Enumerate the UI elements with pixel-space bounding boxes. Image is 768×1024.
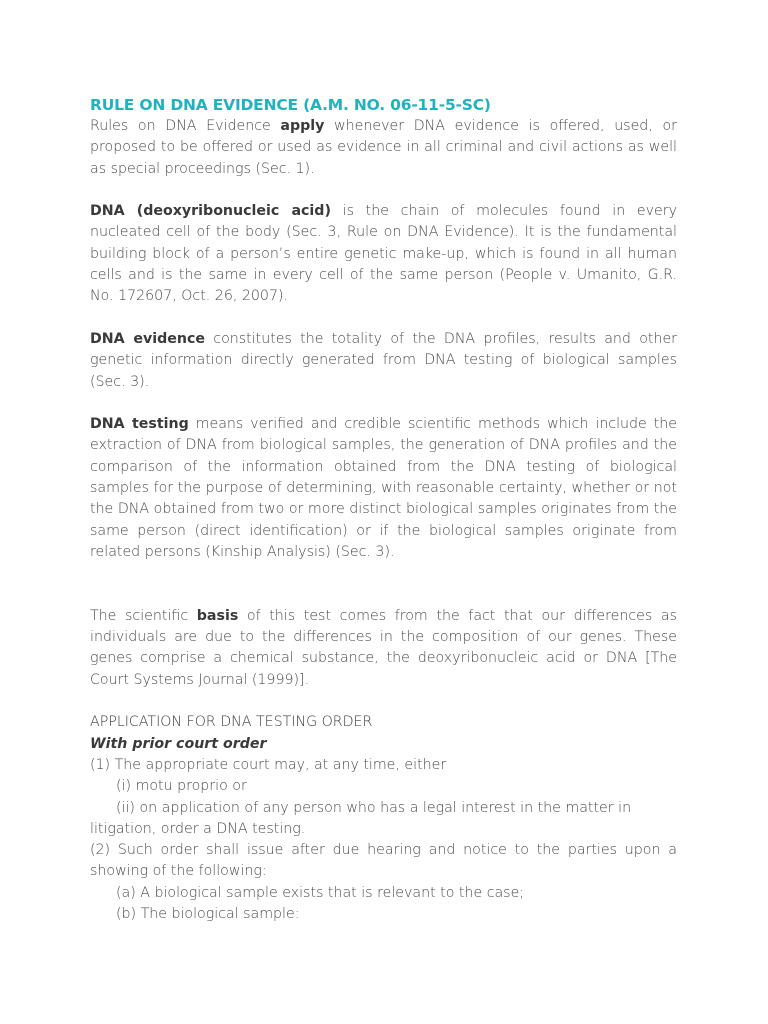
- p1-pre: Rules on DNA Evidence: [90, 118, 281, 134]
- p3-bold: DNA evidence: [90, 330, 205, 347]
- document-page: [90, 94, 677, 925]
- sub-heading: With prior court order: [90, 735, 267, 752]
- spacer: [90, 180, 677, 201]
- p5-bold: basis: [196, 607, 239, 624]
- p1-bold: apply: [280, 118, 325, 134]
- spacer: [90, 691, 677, 712]
- p2-bold: DNA (deoxyribonucleic acid): [90, 203, 331, 220]
- paragraph-dna-definition: [90, 201, 677, 307]
- spacer: [90, 308, 677, 329]
- p4-bold: DNA testing: [90, 416, 189, 433]
- section-heading: APPLICATION FOR DNA TESTING ORDER: [90, 714, 373, 731]
- paragraph-scientific-basis: [90, 606, 677, 691]
- list-item: (ii) on application of any person who has a legal interest in the matter in: [116, 799, 632, 816]
- p4-post: means verified and credible scientific methods which include the extraction of DNA from biological samples, the generation of DNA profiles and the comparison of the information obtained from the DNA testing of biological samples for the purpose of determining, with reasonable certainty, whether or not the DNA obtained from two or more distinct biological samples originates from the same person (direct identification) or if the biological samples originate from related persons (Kinship Analysis) (Sec. 3).: [90, 416, 677, 560]
- paragraph-rules-apply: [90, 116, 677, 180]
- list-item: litigation, order a DNA testing.: [90, 820, 306, 837]
- p5-post: of this test comes from the fact that our differences as individuals are due to the differences in the composition of our genes. These genes comprise a chemical substance, the deoxyribonucleic acid or DNA [The Court Systems Journal (1999)].: [90, 607, 677, 688]
- list-item: (b) The biological sample:: [116, 905, 300, 922]
- p5-pre: The scientific: [90, 607, 197, 624]
- p2-post: is the chain of molecules found in every nucleated cell of the body (Sec. 3, Rule on DNA Evidence). It is the fundamental building block of a person’s entire genetic make-up, which is found in all human cells and is the same in every cell of the same person (People v. Umanito, G.R. No. 172607, Oct. 26, 2007).: [90, 203, 677, 305]
- list-item: (i) motu proprio or: [116, 778, 247, 795]
- list-item: (a) A biological sample exists that is relevant to the case;: [116, 884, 525, 901]
- paragraph-dna-evidence: [90, 329, 677, 393]
- list-item: (1) The appropriate court may, at any time, either: [90, 756, 447, 773]
- p3-post: constitutes the totality of the DNA profiles, results and other genetic information directly generated from DNA testing of biological samples (Sec. 3).: [90, 330, 678, 390]
- paragraph-dna-testing: [90, 414, 677, 563]
- list-item: (2) Such order shall issue after due hearing and notice to the parties upon a showing of the following:: [90, 842, 677, 880]
- spacer: [90, 563, 677, 606]
- p1-post: whenever DNA evidence is offered, used, or proposed to be offered or used as evidence in all criminal and civil actions as well as special proceedings (Sec. 1).: [90, 118, 677, 177]
- spacer: [90, 393, 677, 414]
- document-title: RULE ON DNA EVIDENCE (A.M. NO. 06-11-5-SC): [90, 96, 491, 114]
